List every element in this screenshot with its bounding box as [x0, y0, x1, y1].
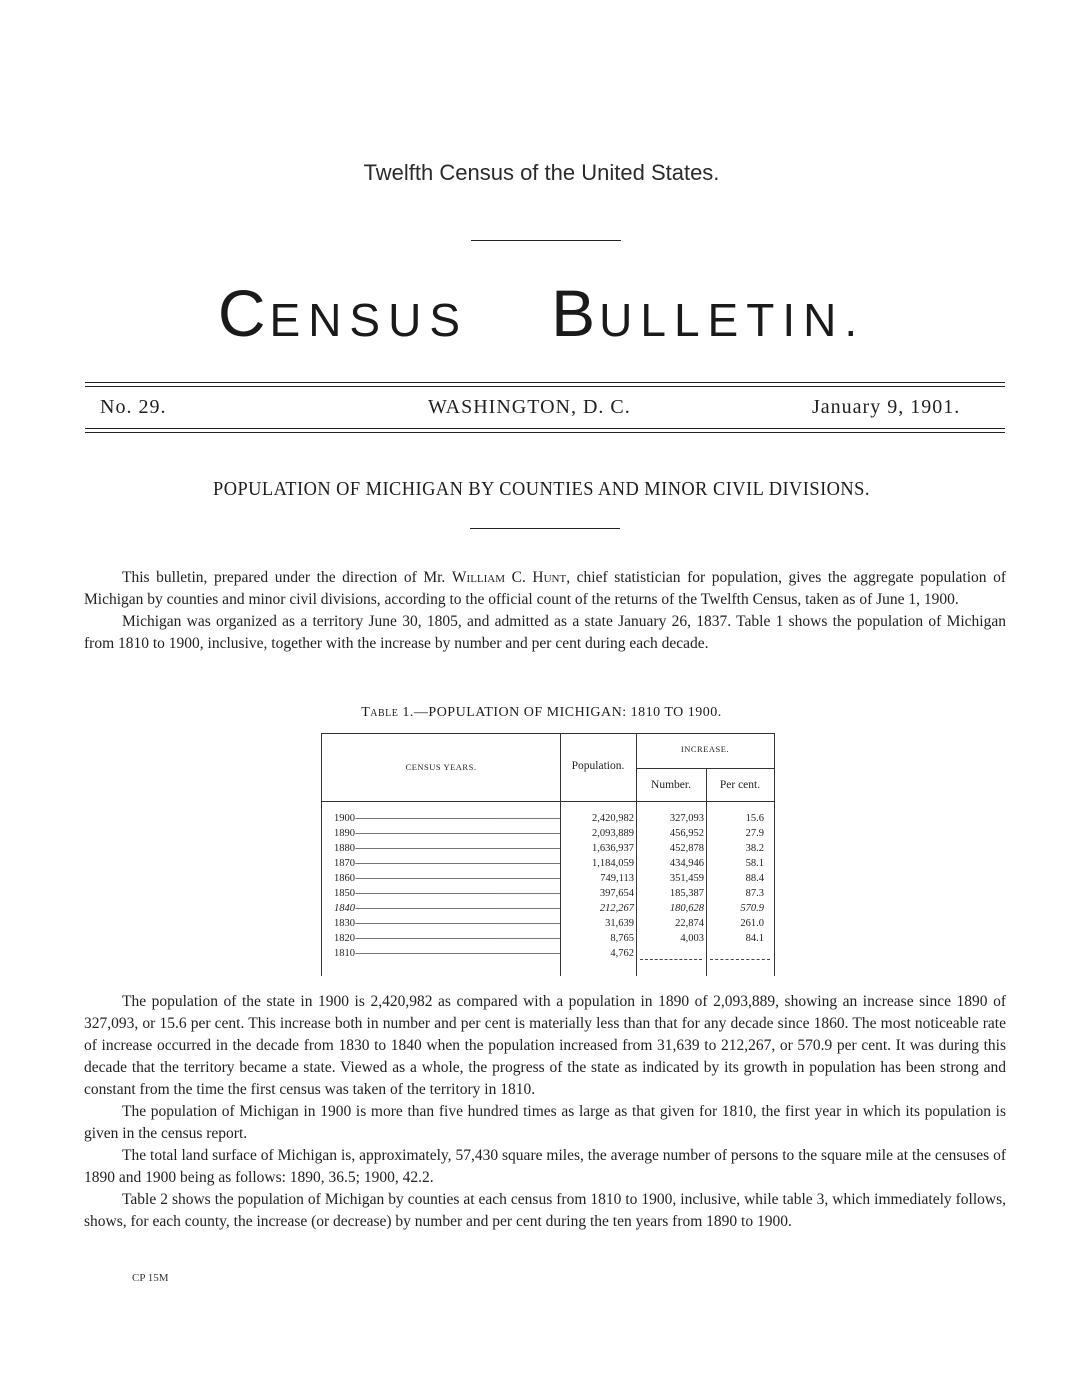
census-year: 1850 ----- — [334, 887, 560, 900]
bulletin-number: No. 29. — [100, 396, 167, 418]
table-caption-lead: Table 1. — [361, 705, 414, 720]
table-row — [322, 827, 774, 840]
census-year: 1840 ----- — [334, 902, 560, 915]
increase-number: 185,387 — [669, 888, 704, 899]
empty-cell-rule — [710, 959, 770, 960]
table-row — [322, 857, 774, 870]
census-year: 1900 ----- — [334, 812, 560, 825]
heading-rule — [470, 528, 620, 529]
increase-percent: 570.9 — [740, 903, 764, 914]
increase-percent: 84.1 — [745, 933, 764, 944]
table-caption — [0, 705, 1083, 721]
census-year: 1820 ----- — [334, 932, 560, 945]
table-header-rule — [636, 768, 774, 769]
increase-number: 434,946 — [669, 858, 704, 869]
table-row — [322, 902, 774, 915]
population-value: 1,636,937 — [592, 843, 634, 854]
body-text — [84, 991, 1006, 1233]
print-code: CP 15M — [132, 1272, 169, 1284]
increase-percent: 38.2 — [745, 843, 764, 854]
empty-cell-rule — [640, 959, 702, 960]
table-row — [322, 842, 774, 855]
body-paragraph-4: Table 2 shows the population of Michigan by counties at each census from 1810 to 1900, inclusive, while table 3, which immediately follows, shows, for each county, the increase (or decrease) by number and per cent during the ten years from 1890 to 1900. — [84, 1191, 1006, 1230]
population-table — [321, 733, 775, 976]
statistician-name: William C. Hunt — [451, 569, 567, 586]
census-year: 1810 ----- — [334, 947, 560, 960]
increase-percent: 261.0 — [740, 918, 764, 929]
table-row — [322, 812, 774, 825]
header-population: Population. — [571, 760, 625, 772]
table-row — [322, 917, 774, 930]
population-value: 8,765 — [610, 933, 634, 944]
census-year: 1860 ----- — [334, 872, 560, 885]
population-value: 4,762 — [610, 948, 634, 959]
population-value: 212,267 — [599, 903, 634, 914]
increase-percent: 15.6 — [745, 813, 764, 824]
increase-percent: 87.3 — [745, 888, 764, 899]
page-heading: POPULATION OF MICHIGAN BY COUNTIES AND MINOR CIVIL DIVISIONS. — [213, 478, 870, 500]
masthead-rule — [471, 240, 621, 241]
intro-p1-lead: This bulletin, prepared under the direction of Mr. — [122, 569, 446, 586]
increase-number: 351,459 — [669, 873, 704, 884]
bottom-double-rule — [85, 428, 1005, 433]
census-year: 1880 ----- — [334, 842, 560, 855]
population-value: 2,420,982 — [592, 813, 634, 824]
header-number: Number. — [651, 779, 691, 791]
table-caption-title: —POPULATION OF MICHIGAN: 1810 TO 1900. — [413, 705, 722, 720]
table-header-rule — [322, 801, 774, 802]
body-paragraph-3: The total land surface of Michigan is, approximately, 57,430 square miles, the average number of persons to the square mile at the censuses of 1890 and 1900 being as follows: 1890, 36.5; 1900, 42.2. — [84, 1147, 1006, 1186]
title-word-census: ENSUS — [269, 294, 469, 346]
table-row — [322, 947, 774, 960]
census-year: 1870 ----- — [334, 857, 560, 870]
bulletin-place: WASHINGTON, D. C. — [428, 396, 631, 418]
table-row — [322, 887, 774, 900]
increase-percent: 88.4 — [745, 873, 764, 884]
title-initial-c: C — [217, 276, 270, 350]
table-row — [322, 872, 774, 885]
intro-text — [84, 567, 1006, 655]
increase-number: 452,878 — [669, 843, 704, 854]
header-census-years: CENSUS YEARS. — [405, 762, 477, 772]
bulletin-title — [0, 276, 1083, 350]
increase-number: 22,874 — [675, 918, 704, 929]
bulletin-date: January 9, 1901. — [812, 396, 961, 418]
increase-number: 180,628 — [669, 903, 704, 914]
intro-p1-rest: , chief statistician for population, gives the aggregate population of Michigan by counties and minor civil divisions, according to the official count of the returns of the Twelfth Census, taken as of June 1, 1900. — [84, 569, 1006, 608]
header-increase: INCREASE. — [680, 744, 730, 754]
superscription: Twelfth Census of the United States. — [363, 160, 720, 185]
population-value: 1,184,059 — [592, 858, 634, 869]
increase-number: 456,952 — [669, 828, 704, 839]
census-year: 1890 ----- — [334, 827, 560, 840]
table-row — [322, 932, 774, 945]
population-value: 397,654 — [599, 888, 634, 899]
increase-percent: 27.9 — [745, 828, 764, 839]
body-paragraph-2: The population of Michigan in 1900 is more than five hundred times as large as that given for 1810, the first year in which its population is given in the census report. — [84, 1103, 1006, 1142]
increase-percent: 58.1 — [745, 858, 764, 869]
title-initial-b: B — [551, 276, 600, 350]
header-percent: Per cent. — [719, 779, 761, 791]
increase-number: 327,093 — [669, 813, 704, 824]
body-paragraph-1: The population of the state in 1900 is 2,420,982 as compared with a population in 1890 of 2,093,889, showing an increase since 1890 of 327,093, or 15.6 per cent. This increase both in number and per cent is materially less than that for any decade since 1860. The most noticeable rate of increase occurred in the decade from 1830 to 1840 when the population increased from 31,639 to 212,267, or 570.9 per cent. It was during this decade that the territory became a state. Viewed as a whole, the progress of the state as indicated by its growth in population has been strong and constant from the time the first census was taken of the territory in 1810. — [84, 993, 1006, 1098]
population-value: 31,639 — [605, 918, 634, 929]
intro-paragraph-2: Michigan was organized as a territory June 30, 1805, and admitted as a state January 26, 1837. Table 1 shows the population of Michigan from 1810 to 1900, inclusive, together with the increase by number and per cent during each decade. — [84, 613, 1006, 652]
population-value: 2,093,889 — [592, 828, 634, 839]
increase-number: 4,003 — [680, 933, 704, 944]
title-word-bulletin: ULLETIN. — [599, 294, 866, 346]
census-year: 1830 ----- — [334, 917, 560, 930]
intro-paragraph-1 — [84, 567, 1006, 611]
top-double-rule — [85, 382, 1005, 387]
population-value: 749,113 — [600, 873, 634, 884]
